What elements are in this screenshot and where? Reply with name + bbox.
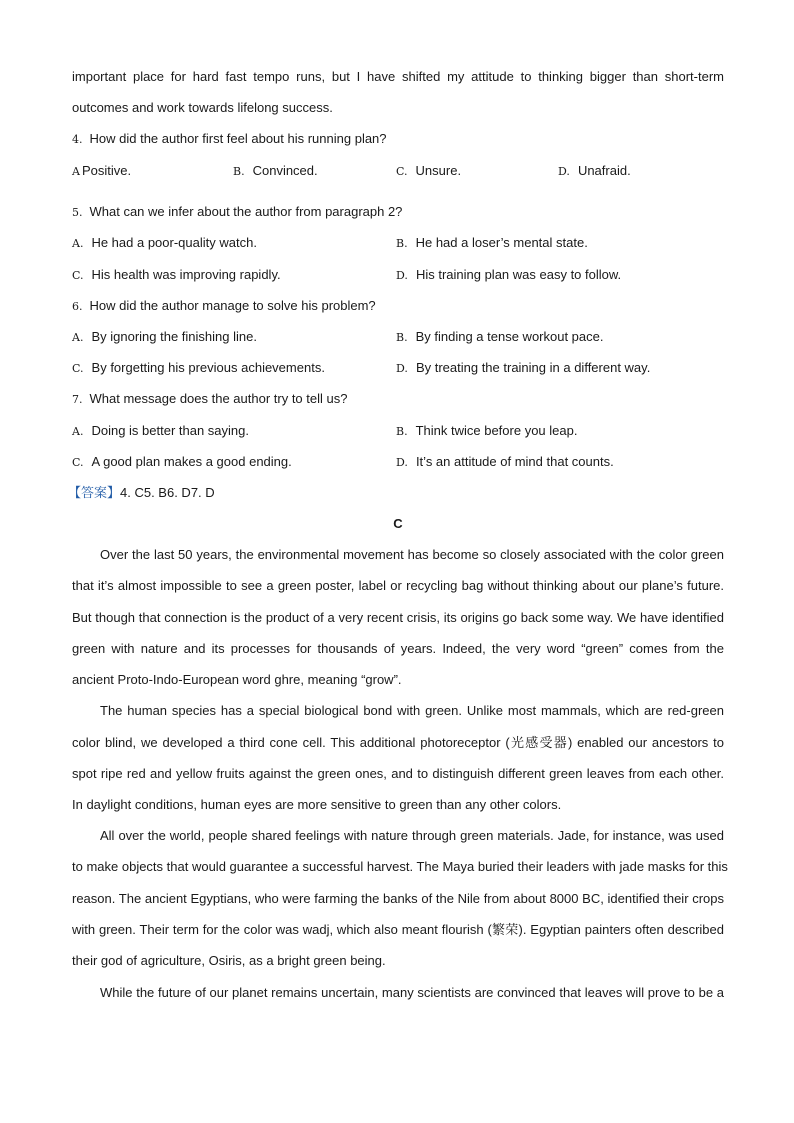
option-4a[interactable] xyxy=(72,162,131,181)
option-letter: B. xyxy=(233,165,245,178)
option-letter: A. xyxy=(72,425,84,438)
answer-text: 4. C5. B6. D7. D xyxy=(120,485,215,500)
option-letter: C. xyxy=(72,269,84,282)
paragraph-line: But though that connection is the product of a very recent crisis, its origins go back some way. We have identified xyxy=(72,610,724,625)
question-number: 5. xyxy=(72,206,83,219)
option-letter: D. xyxy=(558,165,570,178)
paragraph-line: In daylight conditions, human eyes are more sensitive to green than any other colors. xyxy=(72,797,562,812)
option-7c[interactable] xyxy=(72,453,292,472)
answer-label: 【答案】 xyxy=(68,485,121,500)
option-letter: C. xyxy=(72,362,84,375)
option-text: His health was improving rapidly. xyxy=(91,267,281,282)
option-letter: B. xyxy=(396,331,408,344)
paragraph-line: Over the last 50 years, the environmental movement has become so closely associated with the color green xyxy=(100,547,724,562)
question-text: How did the author manage to solve his problem? xyxy=(89,298,376,313)
option-6b[interactable] xyxy=(396,328,603,347)
paragraph-line: with green. Their term for the color was wadj, which also meant flourish (繁荣). Egyptian painters often described xyxy=(72,922,724,937)
question-5 xyxy=(72,203,724,222)
question-7 xyxy=(72,390,724,409)
option-letter: A. xyxy=(72,237,84,250)
question-text: What message does the author try to tell us? xyxy=(89,391,348,406)
option-text: Convinced. xyxy=(252,163,318,178)
option-text: By forgetting his previous achievements. xyxy=(91,360,325,375)
option-5c[interactable] xyxy=(72,266,281,285)
option-text: Doing is better than saying. xyxy=(91,423,249,438)
option-text: He had a poor-quality watch. xyxy=(91,235,257,250)
paragraph-line: The human species has a special biological bond with green. Unlike most mammals, which are red-green xyxy=(100,703,724,718)
option-text: By finding a tense workout pace. xyxy=(415,329,604,344)
paragraph-line: their god of agriculture, Osiris, as a bright green being. xyxy=(72,953,386,968)
option-letter: C. xyxy=(396,165,408,178)
question-6 xyxy=(72,297,724,316)
option-letter: D. xyxy=(396,456,408,469)
option-4d[interactable] xyxy=(558,162,631,181)
option-5d[interactable] xyxy=(396,266,621,285)
option-6a[interactable] xyxy=(72,328,257,347)
option-letter: D. xyxy=(396,269,408,282)
option-letter: A xyxy=(72,165,80,178)
question-number: 7. xyxy=(72,393,83,406)
paragraph-line: color blind, we developed a third cone cell. This additional photoreceptor (光感受器) enabled our ancestors to xyxy=(72,735,724,750)
option-5b[interactable] xyxy=(396,234,588,253)
option-letter: D. xyxy=(396,362,408,375)
paragraph-line: important place for hard fast tempo runs, but I have shifted my attitude to thinking bigger than short-term xyxy=(72,69,724,84)
option-4b[interactable] xyxy=(233,162,318,181)
question-4 xyxy=(72,130,724,149)
option-text: Unsure. xyxy=(415,163,462,178)
option-text: Unafraid. xyxy=(577,163,631,178)
answer-line xyxy=(68,484,720,502)
paragraph-line: that it’s almost impossible to see a green poster, label or recycling bag without thinking about our plane’s future. xyxy=(72,578,724,593)
option-letter: B. xyxy=(396,237,408,250)
question-number: 4. xyxy=(72,133,83,146)
option-letter: A. xyxy=(72,331,84,344)
option-letter: C. xyxy=(72,456,84,469)
option-7a[interactable] xyxy=(72,422,249,441)
question-text: What can we infer about the author from paragraph 2? xyxy=(89,204,403,219)
paragraph-line: green with nature and its processes for thousands of years. Indeed, the very word “green” comes from the xyxy=(72,641,724,656)
option-6d[interactable] xyxy=(396,359,650,378)
option-text: Positive. xyxy=(81,163,132,178)
option-4c[interactable] xyxy=(396,162,461,181)
option-text: A good plan makes a good ending. xyxy=(91,454,292,469)
option-text: It’s an attitude of mind that counts. xyxy=(415,454,614,469)
option-7b[interactable] xyxy=(396,422,577,441)
option-text: His training plan was easy to follow. xyxy=(415,267,622,282)
paragraph-line: While the future of our planet remains uncertain, many scientists are convinced that leaves will prove to be a xyxy=(100,985,724,1000)
paragraph-line: to make objects that would guarantee a successful harvest. The Maya buried their leaders with jade masks for this xyxy=(72,859,728,874)
paragraph-line: spot ripe red and yellow fruits against the green ones, and to distinguish different green leaves from each other. xyxy=(72,766,724,781)
paragraph-line: outcomes and work towards lifelong success. xyxy=(72,100,333,115)
question-text: How did the author first feel about his running plan? xyxy=(89,131,387,146)
option-5a[interactable] xyxy=(72,234,257,253)
option-text: By ignoring the finishing line. xyxy=(91,329,257,344)
paragraph-line: reason. The ancient Egyptians, who were farming the banks of the Nile from about 8000 BC, identified their crops xyxy=(72,891,724,906)
option-6c[interactable] xyxy=(72,359,325,378)
option-letter: B. xyxy=(396,425,408,438)
option-7d[interactable] xyxy=(396,453,614,472)
section-title: C xyxy=(393,516,403,531)
paragraph-line: ancient Proto-Indo-European word ghre, meaning “grow”. xyxy=(72,672,402,687)
option-text: By treating the training in a different way. xyxy=(415,360,651,375)
option-text: He had a loser’s mental state. xyxy=(415,235,588,250)
paragraph-line: All over the world, people shared feelings with nature through green materials. Jade, for instance, was used xyxy=(100,828,724,843)
option-text: Think twice before you leap. xyxy=(415,423,578,438)
question-number: 6. xyxy=(72,300,83,313)
